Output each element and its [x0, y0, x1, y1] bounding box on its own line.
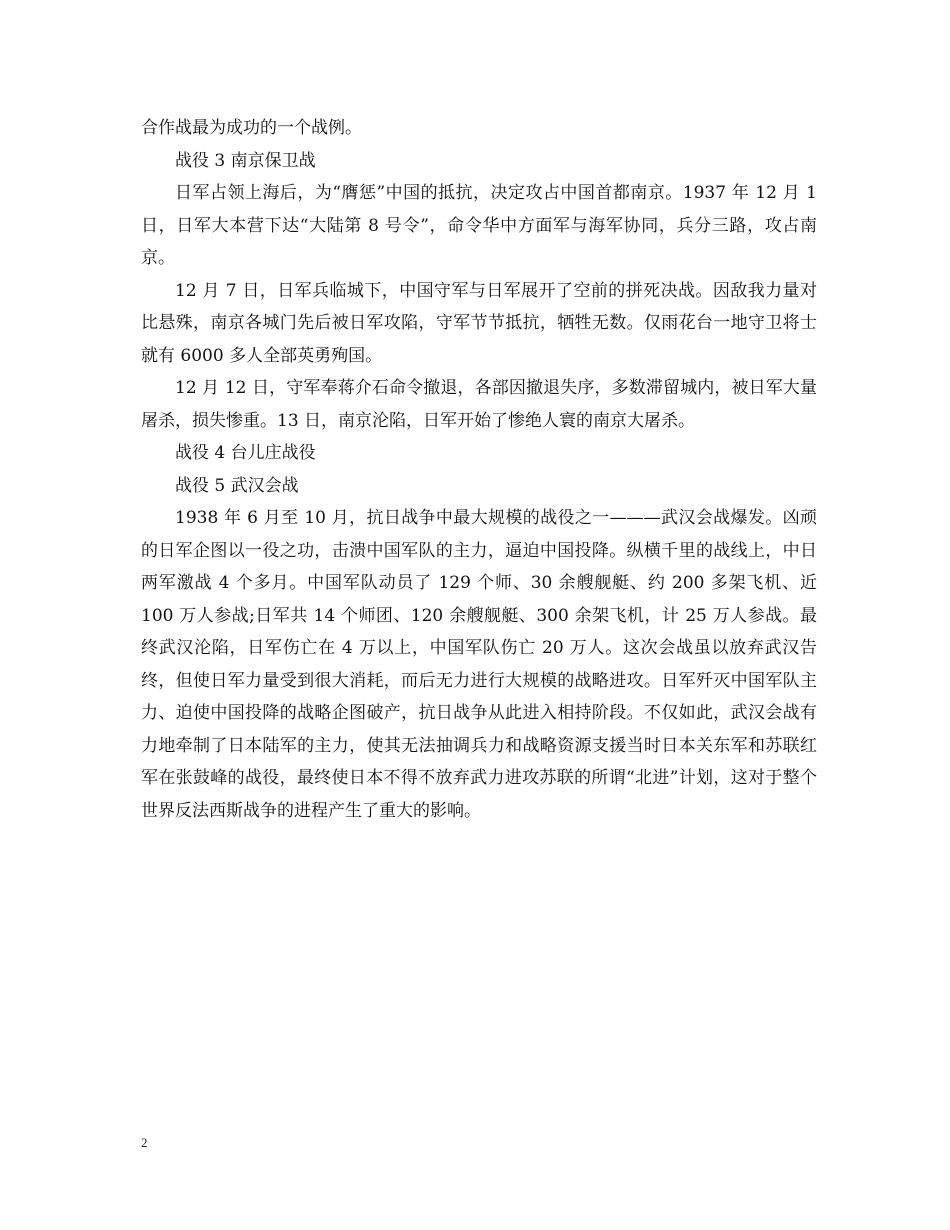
paragraph-nanjing-dec7: 12 月 7 日，日军兵临城下，中国守军与日军展开了空前的拼死决战。因敌我力量对比悬殊，南京各城门先后被日军攻陷，守军节节抵抗，牺牲无数。仅雨花台一地守卫将士就有 6000 多人全部英勇殉国。 — [141, 280, 817, 366]
heading-battle-3: 战役 3 南京保卫战 — [175, 150, 316, 171]
paragraph-nanjing-intro: 日军占领上海后，为“膺惩”中国的抵抗，决定攻占中国首都南京。1937 年 12 月 1 日，日军大本营下达“大陆第 8 号令”，命令华中方面军与海军协同，兵分三路，攻占南京。 — [141, 183, 817, 268]
paragraph-nanjing-dec12: 12 月 12 日，守军奉蒋介石命令撤退，各部因撤退失序，多数滞留城内，被日军大量屠杀，损失惨重。13 日，南京沦陷，日军开始了惨绝人寰的南京大屠杀。 — [141, 378, 817, 431]
heading-battle-4: 战役 4 台儿庄战役 — [175, 443, 316, 463]
page-number: 2 — [141, 1135, 148, 1150]
document-body — [141, 112, 817, 827]
paragraph-continuation: 合作战最为成功的一个战例。 — [141, 118, 362, 138]
heading-battle-5: 战役 5 武汉会战 — [175, 475, 299, 496]
paragraph-wuhan: 1938 年 6 月至 10 月，抗日战争中最大规模的战役之一———武汉会战爆发。凶顽的日军企图以一役之功，击溃中国军队的主力，逼迫中国投降。纵横千里的战线上，中日两军激战 4 个多月。中国军队动员了 129 个师、30 余艘舰艇、约 200 多架飞机、近 100 万人参战;日军共 14 个师团、120 余艘舰艇、300 余架飞机，计 25 万人参战。最终武汉沦陷，日军伤亡在 4 万以上，中国军队伤亡 20 万人。这次会战虽以放弃武汉告终，但使日军力量受到很大消耗，而后无力进行大规模的战略进攻。日军歼灭中国军队主力、迫使中国投降的战略企图破产，抗日战争从此进入相持阶段。不仅如此，武汉会战有力地牵制了日本陆军的主力，使其无法抽调兵力和战略资源支援当时日本关东军和苏联红军在张鼓峰的战役，最终使日本不得不放弃武力进攻苏联的所谓“北进”计划，这对于整个世界反法西斯战争的进程产生了重大的影响。 — [141, 508, 817, 821]
